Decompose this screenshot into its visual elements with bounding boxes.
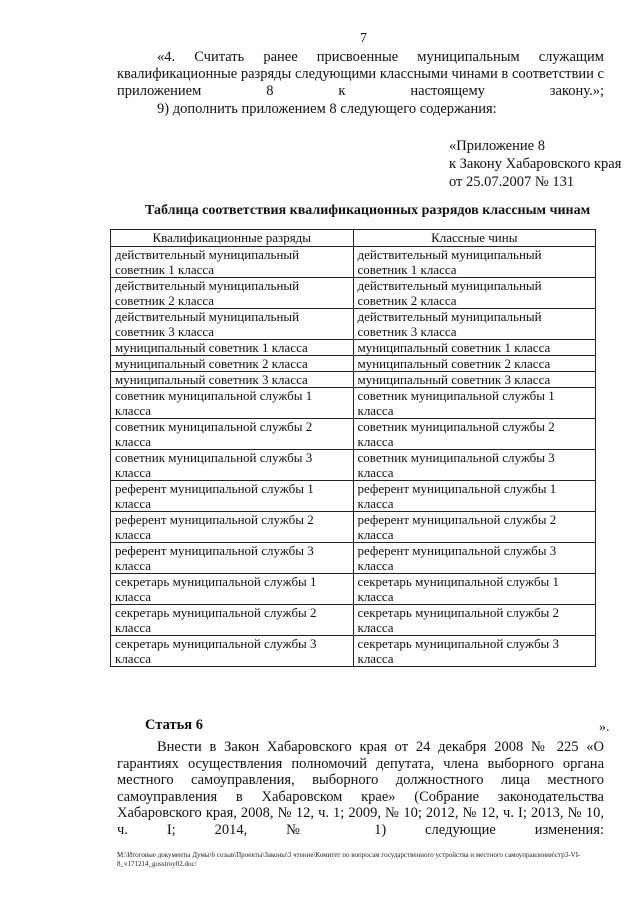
table-cell: советник муниципальной службы 3 класса [111,450,354,481]
table-cell: действительный муниципальный советник 3 класса [353,309,596,340]
table-cell: советник муниципальной службы 1 класса [353,388,596,419]
table-cell: советник муниципальной службы 2 класса [111,419,354,450]
table-cell: муниципальный советник 1 класса [353,340,596,356]
footer-file-path: M:\Итоговые документы Думы\6 созыв\Проекты\Законы\3 чтение\Комитет по вопросам государственного устройства и местного самоуправления\стр3-VI-8_v171214_gosstroy02.doc/ [117,851,581,868]
table-cell: советник муниципальной службы 2 класса [353,419,596,450]
table-cell: действительный муниципальный советник 1 класса [353,247,596,278]
table-cell: референт муниципальной службы 1 класса [353,481,596,512]
table-row [111,388,596,419]
table-closing-quote: ». [599,720,610,735]
table-header-row [111,230,596,247]
column-header-class-ranks: Классные чины [353,230,596,247]
table-cell: действительный муниципальный советник 2 класса [111,278,354,309]
table-cell: референт муниципальной службы 1 класса [111,481,354,512]
table-cell: муниципальный советник 3 класса [353,372,596,388]
table-cell: секретарь муниципальной службы 1 класса [353,574,596,605]
table-row [111,481,596,512]
table-cell: муниципальный советник 3 класса [111,372,354,388]
page-number: 7 [360,31,367,46]
paragraph-item-4: «4. Считать ранее присвоенные муниципальным служащим квалификационные разряды следующими классными чинами в соответствии с приложением 8 к настоящему закону.»; [117,49,604,99]
column-header-ranks: Квалификационные разряды [111,230,354,247]
appendix-line-1: «Приложение 8 [449,138,545,154]
table-row [111,309,596,340]
correspondence-table [110,229,596,667]
table-cell: секретарь муниципальной службы 2 класса [353,605,596,636]
table-title: Таблица соответствия квалификационных разрядов классным чинам [145,203,591,218]
table-cell: муниципальный советник 1 класса [111,340,354,356]
table-row [111,605,596,636]
paragraph-article-6: Внести в Закон Хабаровского края от 24 декабря 2008 № 225 «О гарантиях осуществления полномочий депутата, члена выборного органа местного самоуправления, выборного должностного лица местного самоуправления в Хабаровском крае» (Собрание законодательства Хабаровского края, 2008, № 12, ч. 1; 2009, № 10; 2012, № 12, ч. I; 2013, № 10, ч. I; 2014, № 1) следующие изменения: [117,739,604,838]
table-cell: секретарь муниципальной службы 3 класса [111,636,354,667]
table-row [111,372,596,388]
table-cell: действительный муниципальный советник 2 класса [353,278,596,309]
table-cell: муниципальный советник 2 класса [353,356,596,372]
table-row [111,512,596,543]
table-row [111,278,596,309]
appendix-line-2: к Закону Хабаровского края [449,156,622,172]
table-row [111,247,596,278]
table-cell: муниципальный советник 2 класса [111,356,354,372]
paragraph-item-9: 9) дополнить приложением 8 следующего содержания: [157,101,497,117]
table-cell: референт муниципальной службы 3 класса [111,543,354,574]
table-cell: референт муниципальной службы 3 класса [353,543,596,574]
table-row [111,419,596,450]
table-cell: секретарь муниципальной службы 3 класса [353,636,596,667]
table-row [111,636,596,667]
table-row [111,574,596,605]
table-cell: действительный муниципальный советник 1 класса [111,247,354,278]
article-heading: Статья 6 [145,717,203,733]
table-cell: советник муниципальной службы 1 класса [111,388,354,419]
table-row [111,450,596,481]
table-cell: советник муниципальной службы 3 класса [353,450,596,481]
table-row [111,340,596,356]
table-row [111,543,596,574]
table-cell: референт муниципальной службы 2 класса [111,512,354,543]
table-row [111,356,596,372]
table-cell: секретарь муниципальной службы 1 класса [111,574,354,605]
table-cell: секретарь муниципальной службы 2 класса [111,605,354,636]
appendix-line-3: от 25.07.2007 № 131 [449,174,575,190]
table-cell: референт муниципальной службы 2 класса [353,512,596,543]
table-cell: действительный муниципальный советник 3 класса [111,309,354,340]
